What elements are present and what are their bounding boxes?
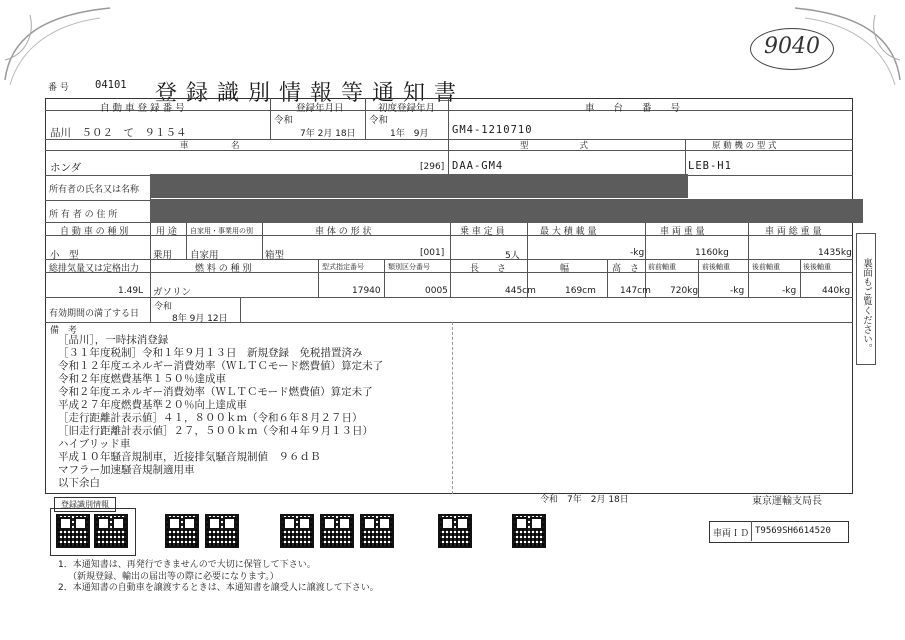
width-value: 169cm [565,286,596,296]
capacity-value: 5人 [505,251,520,261]
reg-no-value: 品川 ５０２ て ９１５４ [50,127,187,139]
owner-name-redaction [150,174,688,198]
expiry-label: 有効期間の満了する日 [49,309,140,319]
weight-value: 1160kg [695,248,729,258]
weight-label: 車 両 重 量 [660,227,705,237]
body-label: 車 体 の 形 状 [315,227,372,237]
make-value: ホンダ [50,162,82,174]
qr-code [320,514,354,548]
class-no-value: 0005 [425,286,448,296]
reg-no-label: 自 動 車 登 録 番 号 [100,103,185,114]
remark-line: 令和２年度燃費基準１５０％達成車 [58,373,226,385]
model-value: DAA-GM4 [452,160,504,172]
note-2: 2．本通知書の自動車を譲渡するときは、本通知書を譲受人に譲渡して下さい。 [58,583,379,593]
remark-line: ［走行距離計表示値］４１，８００ｋｍ（令和６年８月２７日） [58,412,363,424]
remarks-list [58,334,383,490]
qr-code [438,514,472,548]
model-code: [296] [420,162,445,172]
note-1b: （新規登録、輸出の届出等の際に必要になります。） [68,572,279,582]
fr-axle-value: -kg [730,286,745,296]
qr-code [205,514,239,548]
make-label: 車 名 [180,141,240,151]
fr-axle-label: 前後軸重 [702,263,730,271]
expiry-era: 令和 [154,302,173,312]
class-no-label: 類別区分番号 [388,263,430,271]
rr-axle-value: 440kg [822,286,851,296]
height-label: 高 さ [612,264,640,274]
remark-line: ハイブリッド車 [58,438,131,450]
ff-axle-value: 720kg [670,286,699,296]
use-label: 用 途 [156,227,177,237]
max-load-value: -kg [630,248,645,258]
qr-code [94,514,128,548]
note-1: 1．本通知書は、再発行できませんので大切に保管して下さい。 [58,560,316,570]
max-load-label: 最 大 積 載 量 [540,227,597,237]
length-label: 長 さ [470,264,507,274]
qr-code [165,514,199,548]
reg-date-value: 7年 2月 18日 [300,129,356,139]
qr-code [280,514,314,548]
reg-date-era: 令和 [274,115,294,126]
gross-value: 1435kg [818,248,852,258]
body-code: [001] [420,248,445,258]
chassis-label: 車 台 番 号 [585,103,681,114]
remark-line: ［品川］，一時抹消登録 [58,334,169,346]
qr-code [360,514,394,548]
gross-label: 車 両 総 重 量 [765,227,822,237]
ff-axle-label: 前前軸重 [648,263,676,271]
qr-code [56,514,90,548]
engine-value: LEB-H1 [688,160,732,172]
remark-line: 令和２年度エネルギー消費効率（ＷＬＴＣモード燃費値）算定未了 [58,386,373,398]
number-value: 04101 [95,79,127,91]
owner-name-label: 所有者の氏名又は名称 [49,185,140,195]
fuel-value: ガソリン [153,287,192,298]
remark-line: 平成２７年度燃費基準２０％向上達成車 [58,399,247,411]
remarks-label: 備 考 [50,326,78,336]
expiry-value: 8年 9月 12日 [172,314,228,324]
first-reg-era: 令和 [369,115,389,126]
first-reg-value: 1年 9月 [390,129,429,139]
displacement-value: 1.49L [118,286,144,296]
kind-value: 小 型 [50,250,79,261]
rf-axle-value: -kg [782,286,797,296]
type-no-value: 17940 [352,286,381,296]
height-value: 147cm [620,286,651,296]
document-title: 登録識別情報等通知書 [155,81,466,106]
remark-line: ［旧走行距離計表示値］２７，５００ｋｍ（令和４年９月１３日） [58,425,373,437]
rf-axle-label: 後前軸重 [752,263,780,271]
width-label: 幅 [560,264,570,274]
vehicle-id-value: T9569SH6614520 [755,526,831,536]
capacity-label: 乗 車 定 員 [460,227,505,237]
qr-code [512,514,546,548]
issue-date: 令和 7年 2月 18日 [540,495,629,505]
type-no-label: 型式指定番号 [322,263,364,271]
chassis-value: GM4-1210710 [452,124,533,136]
business-value: 自家用 [190,250,219,261]
number-label: 番 号 [48,83,69,93]
qr-label: 登録識別情報 [54,497,116,512]
use-value: 乗用 [153,250,173,261]
model-label: 型 式 [520,141,589,151]
body-value: 箱型 [265,250,285,261]
remark-line: 以下余白 [58,477,100,489]
reg-date-label: 登録年月日 [296,103,344,114]
engine-label: 原 動 機 の 型 式 [712,141,777,151]
corner-ornament-left [0,0,120,90]
first-reg-label: 初度登録年月 [378,103,436,114]
owner-address-redaction [150,199,863,223]
displacement-label: 総排気量又は定格出力 [49,264,140,274]
fuel-label: 燃 料 の 種 別 [195,264,252,274]
rr-axle-label: 後後軸重 [803,263,831,271]
side-note: 裏面もご覧ください。 [861,258,872,353]
issuing-office: 東京運輸支局長 [752,496,822,507]
remark-line: 令和１２年度エネルギー消費効率（ＷＬＴＣモード燃費値）算定未了 [58,360,384,372]
handwritten-number: 9040 [764,34,820,59]
vehicle-id-label: 車両ＩＤ [713,529,750,539]
length-value: 445cm [505,286,536,296]
business-label: 自家用・事業用の別 [190,227,253,235]
remark-line: 平成１０年騒音規制車，近接排気騒音規制値 ９６ｄＢ [58,451,321,463]
remark-line: ［３１年度税制］令和１年９月１３日 新規登録 免税措置済み [58,347,363,359]
remark-line: マフラー加速騒音規制適用車 [58,464,195,476]
kind-label: 自 動 車 の 種 別 [60,227,129,237]
owner-address-label: 所 有 者 の 住 所 [49,210,118,220]
